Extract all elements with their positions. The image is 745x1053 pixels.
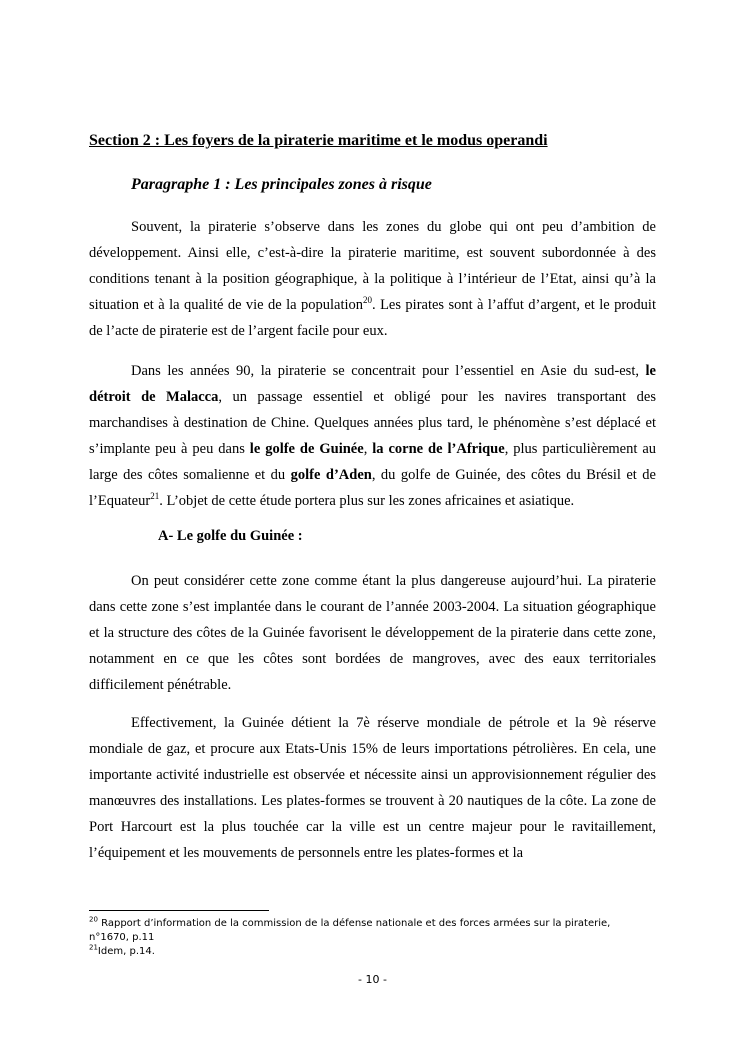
footnote-21: $^{21}$Idem, p.14. (89, 943, 155, 957)
footnote-20-continued: n°1670, p.11 (89, 932, 155, 943)
body-paragraph-1: Souvent, la piraterie s’observe dans les zones du globe qui ont peu d’ambition de développement. Ainsi elle, c’est-à-dire la piraterie maritime, est souvent subordonnée à des conditions tenant à la position géographique, à la politique à l’intérieur de l’Etat, ainsi qu’à la situation et à la qualité de vie de la population$^{20}$. Les pirates sont à l’affut d’argent, et le produit de l’acte de piraterie est de l’argent facile pour eux. (89, 219, 656, 339)
bold-term-corne-afrique: la corne de l’Afrique (372, 441, 505, 457)
footnote-divider (89, 910, 269, 911)
section-title: Section 2 : Les foyers de la piraterie maritime et le modus operandi (89, 132, 548, 149)
body-paragraph-2: Dans les années 90, la piraterie se concentrait pour l’essentiel en Asie du sud-est, le détroit de Malacca, un passage essentiel et obligé pour les navires transportant des marchandises à destination de Chine. Quelques années plus tard, le phénomène s’est déplacé et s’implante peu à peu dans le golfe de Guinée, la corne de l’Afrique, plus particulièrement au large des côtes somalienne et du golfe d’Aden, du golfe de Guinée, des côtes du Brésil et de l’Equateur$^{21}$. L’objet de cette étude portera plus sur les zones africaines et asiatique. (89, 363, 656, 509)
footnotes (89, 917, 689, 959)
body-paragraph-3: On peut considérer cette zone comme étant la plus dangereuse aujourd’hui. La piraterie dans cette zone s’est implantée dans le courant de l’année 2003-2004. La situation géographique et la structure des côtes de la Guinée favorisent le développement de la piraterie dans cette zone, notamment en ce que les côtes sont bordées de mangroves, avec des eaux territoriales difficilement pénétrable. (89, 573, 656, 693)
bold-term-malacca: le détroit de Malacca (89, 363, 656, 405)
subheading-golfe-guinee: A- Le golfe du Guinée : (158, 528, 303, 544)
bold-term-golfe-aden: golfe d’Aden (290, 467, 372, 483)
page-number: - 10 - (358, 973, 387, 986)
paragraph-title: Paragraphe 1 : Les principales zones à risque (131, 176, 432, 193)
footnote-ref-20[interactable]: 20 (363, 295, 373, 306)
footnote-ref-21[interactable]: 21 (150, 491, 160, 502)
footnote-20: $^{20}$ Rapport d’information de la commission de la défense nationale et des forces armées sur la piraterie, (89, 915, 611, 929)
body-paragraph-4: Effectivement, la Guinée détient la 7è réserve mondiale de pétrole et la 9è réserve mondiale de gaz, et procure aux Etats-Unis 15% de leurs importations pétrolières. En cela, une importante activité industrielle est observée et nécessite ainsi un approvisionnement régulier des manœuvres des installations. Les plates-formes se trouvent à 20 nautiques de la côte. La zone de Port Harcourt est la plus touchée car la ville est un centre majeur pour le ravitaillement, l’équipement et les mouvements de personnels entre les plates-formes et la (89, 715, 656, 861)
bold-term-golfe-guinee: le golfe de Guinée (249, 441, 364, 457)
